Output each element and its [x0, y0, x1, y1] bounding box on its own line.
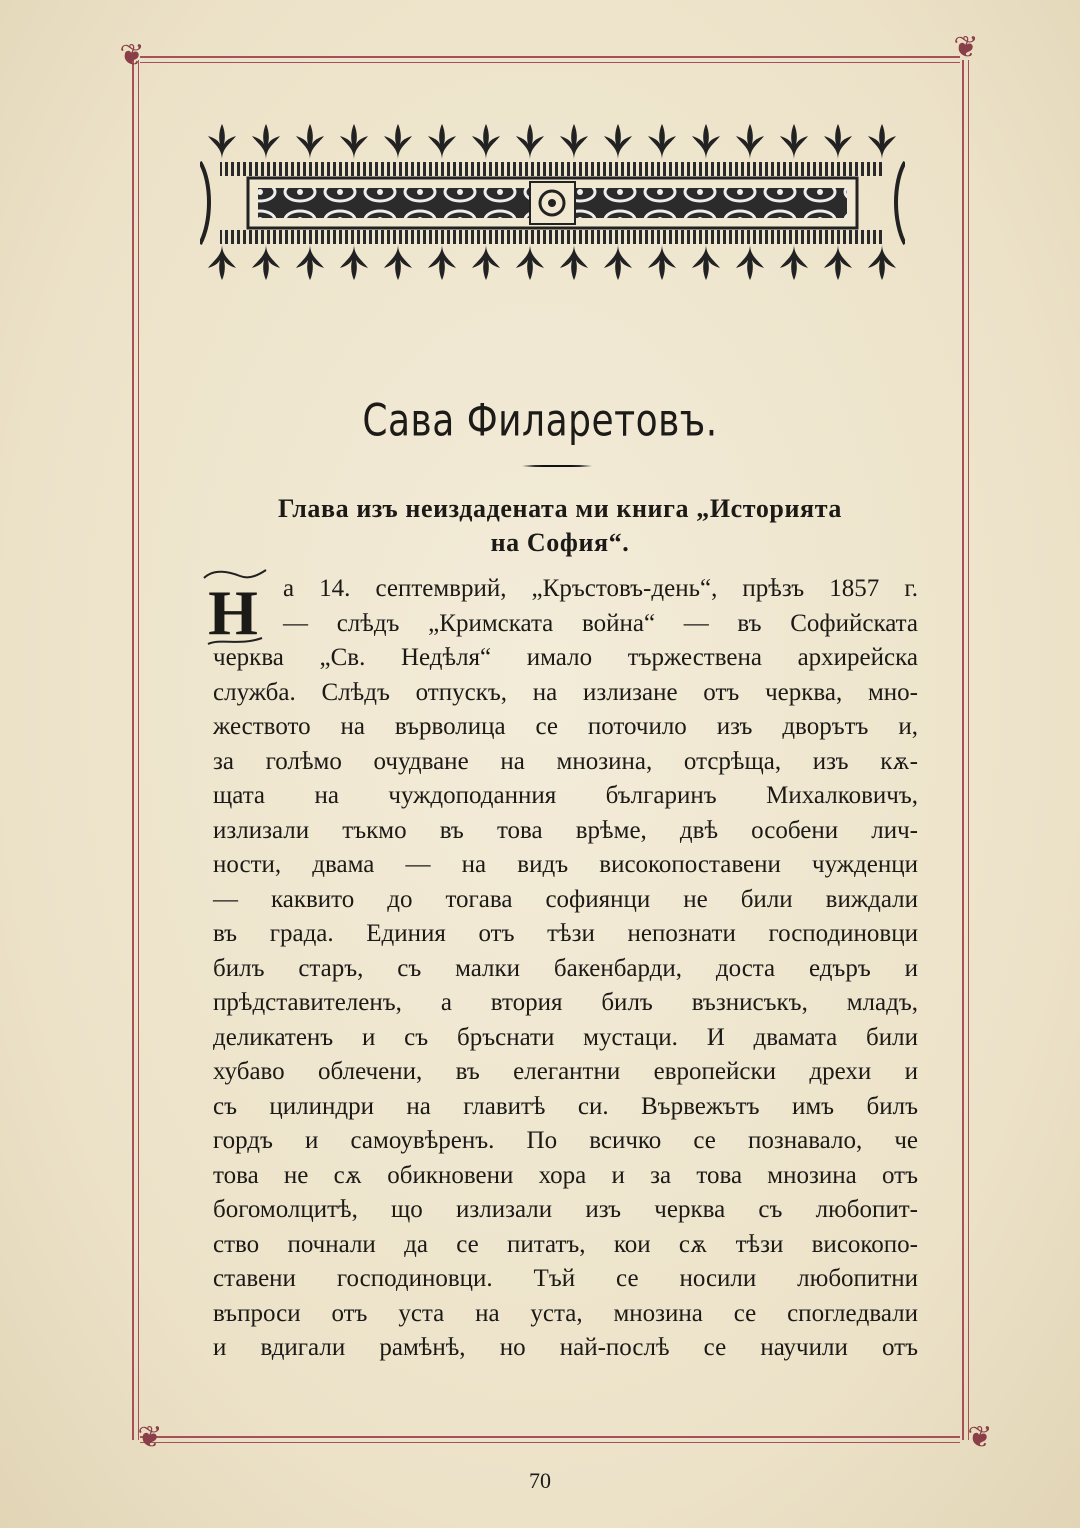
text-line: ставени господиновци. Тъй се носили любопитни — [213, 1265, 918, 1292]
text-line: служба. Слѣдъ отпускъ, на излизане отъ черква, мно- — [213, 678, 918, 706]
corner-flourish-icon: ❦ — [137, 1421, 163, 1454]
subtitle-line: на София“. — [490, 528, 630, 557]
subtitle-line: Глава изъ неиздадената ми книга „Историята — [277, 494, 843, 523]
dropcap-glyph: Н — [208, 577, 258, 648]
text-line: съ цилиндри на главитѣ си. Вървежътъ имъ билъ — [213, 1092, 918, 1120]
corner-flourish-icon: ❦ — [953, 31, 979, 64]
ornamental-headpiece-icon — [200, 122, 905, 284]
text-line: за голѣмо очудване на мнозина, отсрѣща, изъ кѫ- — [213, 747, 918, 775]
corner-flourish-icon: ❦ — [967, 1421, 993, 1454]
text-line: това не сѫ обикновени хора и за това мнозина отъ — [213, 1161, 918, 1189]
text-line: излизали тъкмо въ това врѣме, двѣ особени лич- — [213, 816, 918, 844]
text-line: — каквито до тогава софиянци не били виждали — [213, 885, 918, 913]
text-line: билъ старъ, съ малки бакенбарди, доста едъръ и — [213, 954, 918, 982]
page-title: Сава Филаретовъ. — [362, 395, 718, 447]
text-line: щата на чуждоподанния българинъ Михалковичъ, — [213, 782, 918, 809]
text-line: ство почнали да се питатъ, кои сѫ тѣзи високопо- — [213, 1230, 918, 1258]
corner-flourish-icon: ❦ — [119, 39, 145, 72]
text-line: гордъ и самоувѣренъ. По всичко се познавало, че — [213, 1127, 918, 1154]
text-line: въ града. Единия отъ тѣзи непознати господиновци — [213, 920, 918, 947]
text-line: и вдигали рамѣнѣ, но най-послѣ се научили отъ — [213, 1334, 918, 1361]
text-line: богомолцитѣ, що излизали изъ черква съ любопит- — [213, 1196, 918, 1223]
text-line: хубаво облечени, въ елегантни европейски дрехи и — [213, 1058, 918, 1085]
page-number: 70 — [529, 1468, 551, 1493]
text-line: а 14. септемврий, „Кръстовъ-день“, прѣзъ 1857 г. — [283, 575, 918, 602]
text-line: въпроси отъ уста на уста, мнозина се споглeдвали — [213, 1299, 918, 1327]
body-text — [213, 572, 918, 1366]
text-line: черква „Св. Недѣля“ имало тържествена архирейска — [213, 644, 918, 671]
text-line: — слѣдъ „Кримската война“ — въ Софийската — [283, 609, 918, 637]
chapter-subtitle — [200, 492, 920, 560]
text-line: жеството на върволица се поточило изъ дворътъ и, — [213, 713, 918, 740]
title-divider — [522, 465, 592, 467]
text-line: прѣдставителенъ, а втория билъ възнисъкъ, младъ, — [213, 989, 918, 1016]
text-line: ности, двама — на видъ високопоставени чужденци — [213, 851, 918, 878]
text-line: деликатенъ и съ бръснати мустаци. И двамата били — [213, 1023, 918, 1051]
